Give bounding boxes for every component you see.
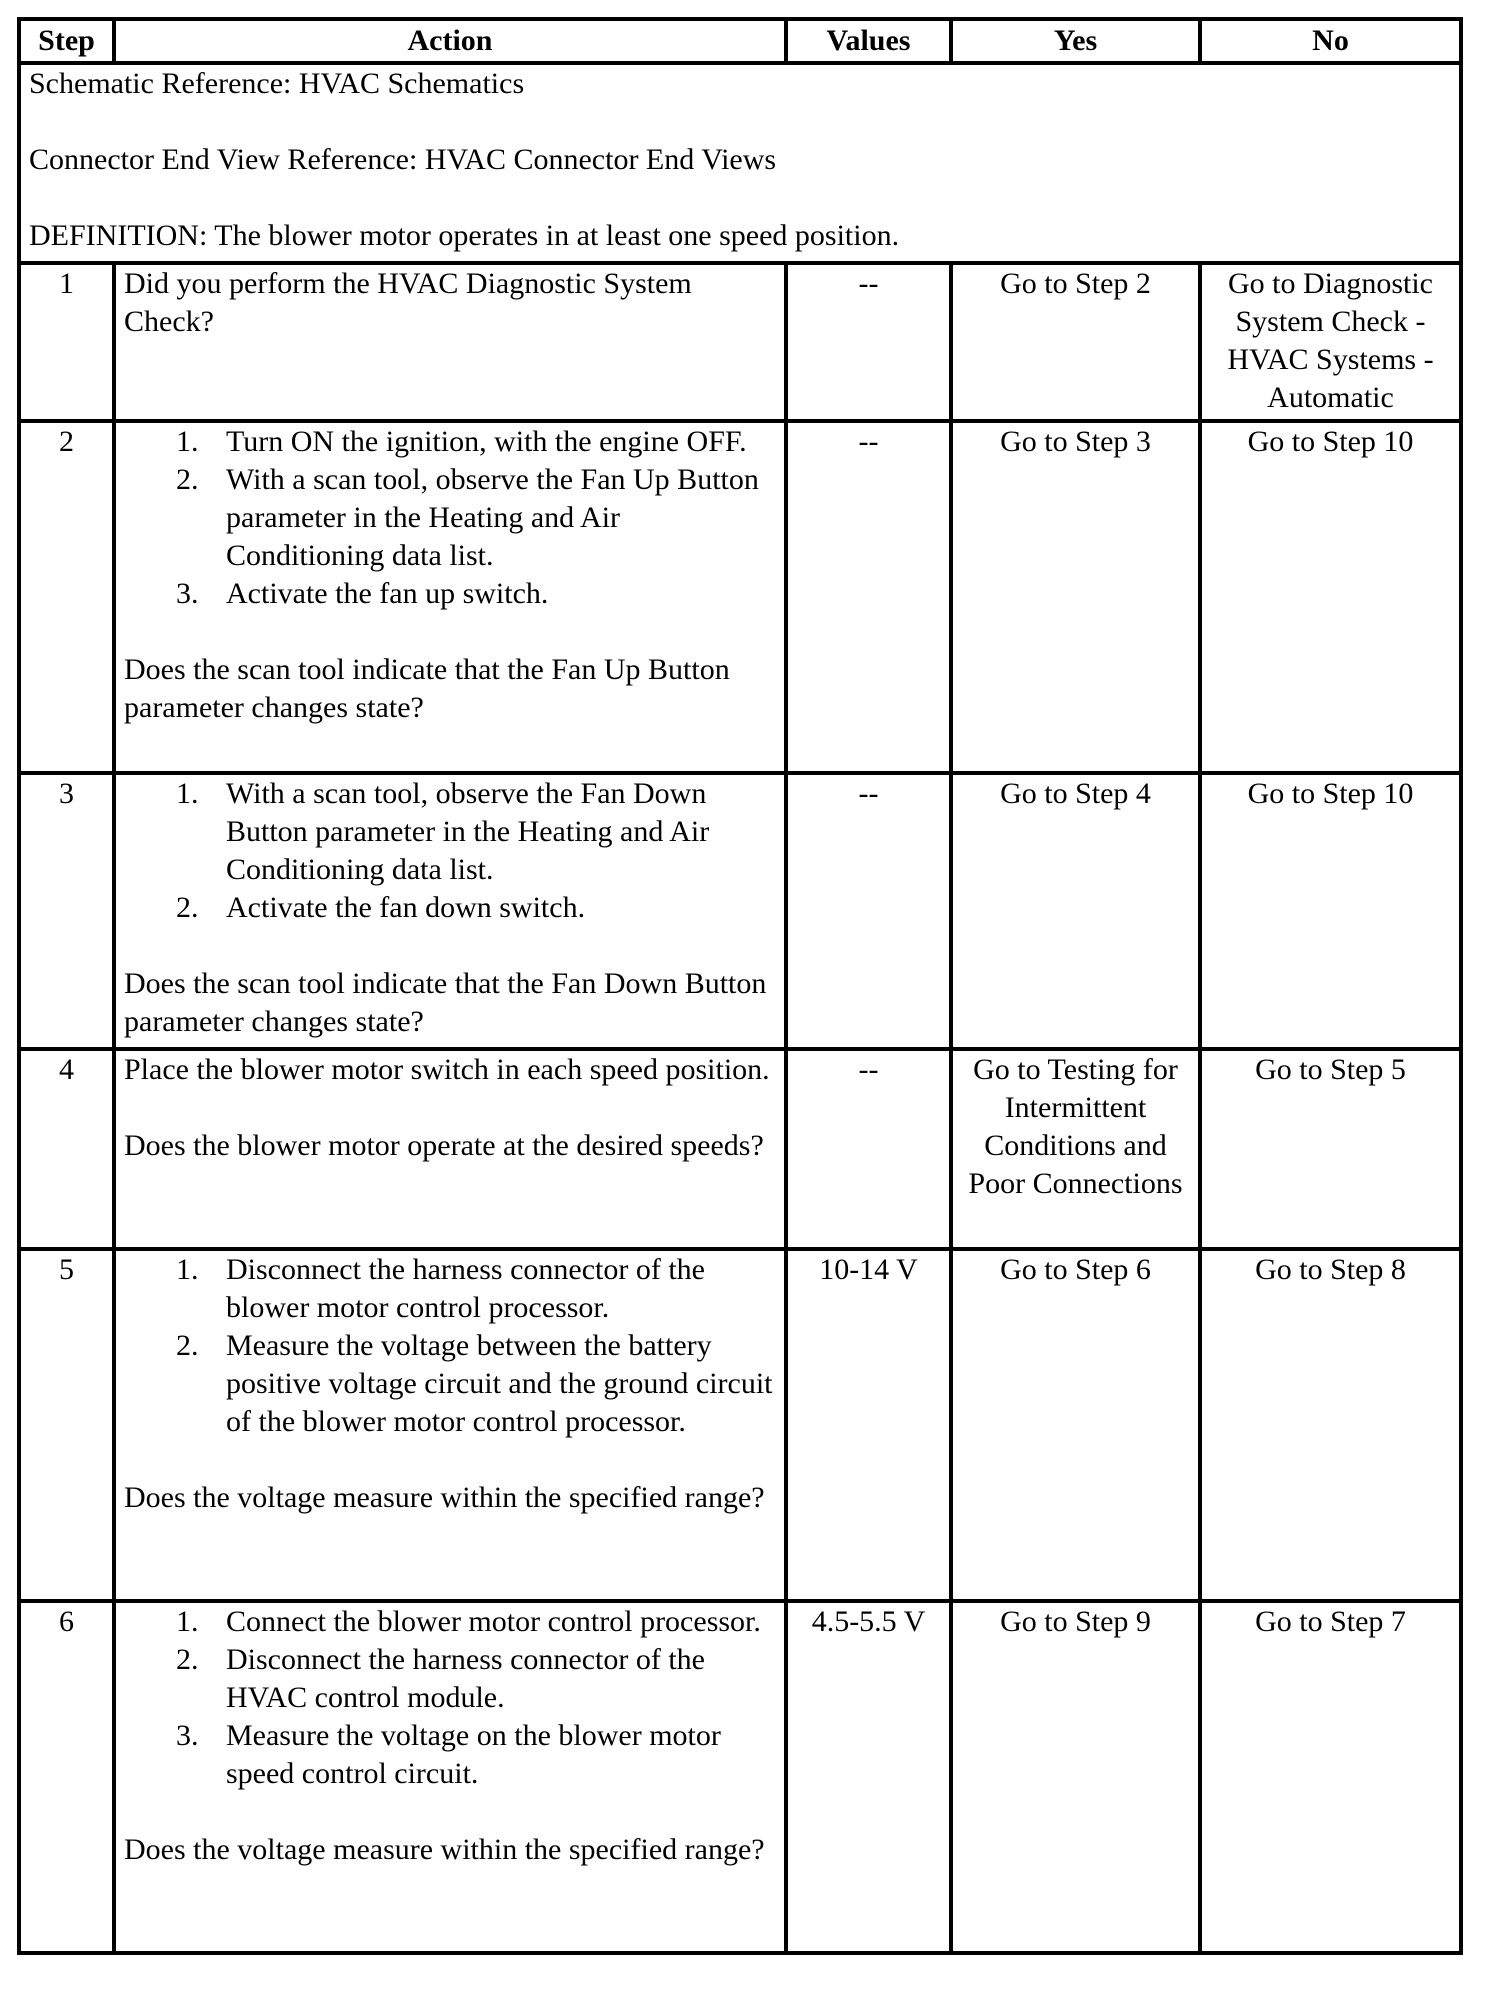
list-item-number: 3. (176, 1719, 199, 1752)
action-question: Does the voltage measure within the specified range? (124, 1833, 765, 1866)
schematic-reference: Schematic Reference: HVAC Schematics (29, 67, 525, 100)
list-item-number: 1. (176, 1605, 199, 1638)
list-item (176, 575, 776, 613)
list-item (176, 1251, 776, 1327)
list-item-text: Disconnect the harness connector of the blower motor control processor. (226, 1253, 705, 1324)
yes-cell: Go to Testing for Intermittent Conditions and Poor Connections (951, 1049, 1200, 1249)
no-cell: Go to Diagnostic System Check - HVAC Systems - Automatic (1200, 263, 1461, 421)
table-row (19, 421, 1461, 773)
header-no: No (1200, 19, 1461, 63)
reference-row (19, 63, 1461, 263)
header-yes: Yes (951, 19, 1200, 63)
action-cell (114, 1601, 786, 1953)
list-item-number: 2. (176, 463, 199, 496)
table-row (19, 1049, 1461, 1249)
list-item-number: 1. (176, 777, 199, 810)
list-item (176, 461, 776, 575)
action-cell (114, 421, 786, 773)
list-item-text: Measure the voltage on the blower motor speed control circuit. (226, 1719, 721, 1790)
values-cell: -- (786, 263, 951, 421)
instruction-list (124, 775, 776, 927)
action-cell (114, 1049, 786, 1249)
list-item (176, 1327, 776, 1441)
values-cell: 4.5-5.5 V (786, 1601, 951, 1953)
list-item-number: 2. (176, 1643, 199, 1676)
no-cell: Go to Step 7 (1200, 1601, 1461, 1953)
yes-cell: Go to Step 9 (951, 1601, 1200, 1953)
definition-text: DEFINITION: The blower motor operates in at least one speed position. (29, 219, 900, 252)
step-number: 3 (19, 773, 114, 1049)
reference-cell (19, 63, 1461, 263)
list-item (176, 1641, 776, 1717)
list-item (176, 775, 776, 889)
yes-cell: Go to Step 3 (951, 421, 1200, 773)
action-question: Does the blower motor operate at the desired speeds? (124, 1129, 764, 1162)
step-number: 1 (19, 263, 114, 421)
table-row (19, 1601, 1461, 1953)
list-item-text: Disconnect the harness connector of the HVAC control module. (226, 1643, 705, 1714)
action-question: Did you perform the HVAC Diagnostic System Check? (124, 267, 692, 338)
list-item-number: 3. (176, 577, 199, 610)
yes-cell: Go to Step 6 (951, 1249, 1200, 1601)
list-item (176, 423, 776, 461)
list-item (176, 1717, 776, 1793)
step-number: 5 (19, 1249, 114, 1601)
header-action: Action (114, 19, 786, 63)
values-cell: -- (786, 421, 951, 773)
list-item-text: Measure the voltage between the battery positive voltage circuit and the ground circuit of the blower motor control processor. (226, 1329, 773, 1438)
list-item (176, 889, 776, 927)
header-values: Values (786, 19, 951, 63)
step-number: 4 (19, 1049, 114, 1249)
yes-cell: Go to Step 2 (951, 263, 1200, 421)
connector-reference: Connector End View Reference: HVAC Connector End Views (29, 143, 777, 176)
values-cell: 10-14 V (786, 1249, 951, 1601)
no-cell: Go to Step 5 (1200, 1049, 1461, 1249)
list-item (176, 1603, 776, 1641)
step-number: 2 (19, 421, 114, 773)
list-item-text: Turn ON the ignition, with the engine OFF. (226, 425, 747, 458)
list-item-text: Activate the fan down switch. (226, 891, 586, 924)
instruction-list (124, 1251, 776, 1441)
diagnostic-table (17, 17, 1463, 1955)
header-row (19, 19, 1461, 63)
action-question: Does the scan tool indicate that the Fan Up Button parameter changes state? (124, 653, 730, 724)
list-item-number: 2. (176, 1329, 199, 1362)
action-cell (114, 1249, 786, 1601)
values-cell: -- (786, 1049, 951, 1249)
list-item-number: 2. (176, 891, 199, 924)
no-cell: Go to Step 8 (1200, 1249, 1461, 1601)
instruction-list (124, 1603, 776, 1793)
action-question: Does the scan tool indicate that the Fan Down Button parameter changes state? (124, 967, 767, 1038)
list-item-text: With a scan tool, observe the Fan Up Button parameter in the Heating and Air Conditioning data list. (226, 463, 759, 572)
list-item-number: 1. (176, 1253, 199, 1286)
no-cell: Go to Step 10 (1200, 421, 1461, 773)
no-cell: Go to Step 10 (1200, 773, 1461, 1049)
list-item-number: 1. (176, 425, 199, 458)
list-item-text: Activate the fan up switch. (226, 577, 549, 610)
list-item-text: With a scan tool, observe the Fan Down Button parameter in the Heating and Air Conditioning data list. (226, 777, 710, 886)
header-step: Step (19, 19, 114, 63)
table-row (19, 263, 1461, 421)
action-cell (114, 773, 786, 1049)
action-question: Does the voltage measure within the specified range? (124, 1481, 765, 1514)
list-item-text: Connect the blower motor control processor. (226, 1605, 761, 1638)
table-row (19, 1249, 1461, 1601)
action-instruction: Place the blower motor switch in each speed position. (124, 1053, 770, 1086)
yes-cell: Go to Step 4 (951, 773, 1200, 1049)
diagnostic-table-container (17, 17, 1463, 1955)
values-cell: -- (786, 773, 951, 1049)
step-number: 6 (19, 1601, 114, 1953)
action-cell (114, 263, 786, 421)
table-row (19, 773, 1461, 1049)
instruction-list (124, 423, 776, 613)
